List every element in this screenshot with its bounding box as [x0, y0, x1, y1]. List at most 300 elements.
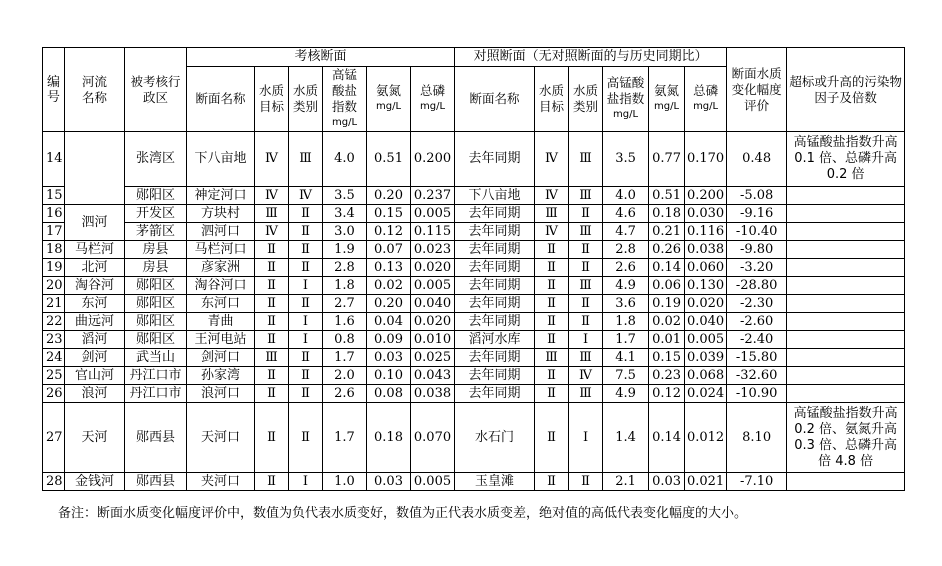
cell-compare-nh: 0.03 [649, 473, 685, 491]
header-permanganate [323, 67, 367, 132]
cell-section: 淘谷河口 [187, 277, 255, 295]
cell-nh: 0.03 [367, 349, 411, 367]
cell-district: 武当山 [125, 349, 187, 367]
cell-category: Ⅱ [289, 403, 323, 473]
cell-pm: 1.9 [323, 241, 367, 259]
cell-category: Ⅰ [289, 331, 323, 349]
table-row [43, 349, 905, 367]
cell-compare-section: 去年同期 [455, 349, 535, 367]
cell-change: -7.10 [727, 473, 787, 491]
cell-category: Ⅱ [289, 259, 323, 277]
cell-compare-nh: 0.19 [649, 295, 685, 313]
cell-note [787, 349, 905, 367]
cell-compare-pm: 3.5 [603, 132, 649, 187]
header-compare-group: 对照断面（无对照断面的与历史同期比） [455, 48, 727, 67]
cell-compare-target: Ⅳ [535, 132, 569, 187]
table-row [43, 295, 905, 313]
cell-note [787, 223, 905, 241]
cell-no: 26 [43, 385, 65, 403]
header-compare-permanganate-unit: mg/L [613, 109, 639, 120]
cell-compare-section: 去年同期 [455, 132, 535, 187]
cell-compare-nh: 0.06 [649, 277, 685, 295]
cell-section: 泗河口 [187, 223, 255, 241]
cell-compare-nh: 0.14 [649, 259, 685, 277]
cell-compare-target: Ⅱ [535, 295, 569, 313]
cell-compare-target: Ⅳ [535, 223, 569, 241]
cell-compare-nh: 0.51 [649, 187, 685, 205]
header-phosphorus-label: 总磷 [420, 83, 446, 98]
header-ammonia-label: 氨氮 [375, 83, 401, 98]
cell-compare-tp: 0.130 [685, 277, 727, 295]
cell-compare-target: Ⅱ [535, 331, 569, 349]
header-assess-group: 考核断面 [187, 48, 455, 67]
cell-pm: 0.8 [323, 331, 367, 349]
cell-nh: 0.10 [367, 367, 411, 385]
cell-compare-target: Ⅲ [535, 349, 569, 367]
table-row [43, 277, 905, 295]
cell-pm: 1.7 [323, 349, 367, 367]
cell-pm: 2.7 [323, 295, 367, 313]
cell-category: Ⅱ [289, 205, 323, 223]
table-remark: 备注：断面水质变化幅度评价中，数值为负代表水质变好，数值为正代表水质变差，绝对值的高低代表变化幅度的大小。 [58, 506, 748, 521]
cell-compare-nh: 0.12 [649, 385, 685, 403]
cell-compare-nh: 0.77 [649, 132, 685, 187]
table-row [43, 259, 905, 277]
cell-note [787, 367, 905, 385]
cell-change: 0.48 [727, 132, 787, 187]
cell-compare-nh: 0.23 [649, 367, 685, 385]
header-compare-phosphorus-unit: mg/L [693, 101, 719, 112]
cell-nh: 0.20 [367, 187, 411, 205]
cell-compare-category: Ⅱ [569, 295, 603, 313]
cell-no: 22 [43, 313, 65, 331]
cell-compare-category: Ⅰ [569, 403, 603, 473]
table-row [43, 385, 905, 403]
cell-note [787, 277, 905, 295]
cell-section: 青曲 [187, 313, 255, 331]
cell-category: Ⅱ [289, 241, 323, 259]
cell-compare-target: Ⅳ [535, 187, 569, 205]
header-phosphorus [411, 67, 455, 132]
cell-tp: 0.025 [411, 349, 455, 367]
header-compare-permanganate [603, 67, 649, 132]
cell-compare-category: Ⅱ [569, 241, 603, 259]
cell-nh: 0.20 [367, 295, 411, 313]
cell-compare-tp: 0.005 [685, 331, 727, 349]
cell-tp: 0.237 [411, 187, 455, 205]
header-compare-ammonia [649, 67, 685, 132]
cell-compare-target: Ⅱ [535, 241, 569, 259]
cell-compare-category: Ⅱ [569, 473, 603, 491]
cell-compare-target: Ⅱ [535, 277, 569, 295]
cell-compare-tp: 0.200 [685, 187, 727, 205]
cell-note [787, 241, 905, 259]
cell-no: 17 [43, 223, 65, 241]
cell-compare-target: Ⅱ [535, 313, 569, 331]
header-seq: 编号 [43, 48, 65, 132]
header-permanganate-label: 高锰酸盐指数 [331, 67, 357, 114]
cell-target: Ⅱ [255, 473, 289, 491]
cell-note [787, 313, 905, 331]
cell-nh: 0.13 [367, 259, 411, 277]
cell-compare-nh: 0.26 [649, 241, 685, 259]
cell-note [787, 295, 905, 313]
cell-note [787, 331, 905, 349]
cell-compare-tp: 0.040 [685, 313, 727, 331]
cell-nh: 0.03 [367, 473, 411, 491]
cell-pm: 2.0 [323, 367, 367, 385]
cell-compare-section: 去年同期 [455, 259, 535, 277]
cell-compare-pm: 4.7 [603, 223, 649, 241]
cell-compare-tp: 0.024 [685, 385, 727, 403]
cell-note [787, 205, 905, 223]
cell-no: 18 [43, 241, 65, 259]
cell-district: 郧阳区 [125, 295, 187, 313]
cell-category: Ⅱ [289, 385, 323, 403]
cell-river: 浪河 [65, 385, 125, 403]
cell-compare-category: Ⅲ [569, 187, 603, 205]
cell-compare-section: 去年同期 [455, 223, 535, 241]
cell-tp: 0.020 [411, 313, 455, 331]
cell-compare-section: 去年同期 [455, 241, 535, 259]
cell-compare-category: Ⅲ [569, 349, 603, 367]
cell-change: -28.80 [727, 277, 787, 295]
cell-tp: 0.115 [411, 223, 455, 241]
cell-compare-pm: 4.9 [603, 277, 649, 295]
cell-change: -9.16 [727, 205, 787, 223]
cell-compare-tp: 0.021 [685, 473, 727, 491]
cell-change: -15.80 [727, 349, 787, 367]
cell-tp: 0.043 [411, 367, 455, 385]
cell-compare-tp: 0.030 [685, 205, 727, 223]
cell-compare-section: 去年同期 [455, 313, 535, 331]
cell-compare-tp: 0.170 [685, 132, 727, 187]
table-row [43, 313, 905, 331]
header-target: 水质目标 [255, 67, 289, 132]
cell-compare-target: Ⅱ [535, 259, 569, 277]
cell-compare-category: Ⅲ [569, 277, 603, 295]
cell-district: 郧阳区 [125, 187, 187, 205]
cell-note [787, 473, 905, 491]
header-compare-section-name: 断面名称 [455, 67, 535, 132]
cell-section: 东河口 [187, 295, 255, 313]
cell-compare-pm: 3.6 [603, 295, 649, 313]
cell-compare-section: 去年同期 [455, 367, 535, 385]
cell-district: 郧西县 [125, 473, 187, 491]
cell-section: 天河口 [187, 403, 255, 473]
cell-compare-category: Ⅲ [569, 385, 603, 403]
cell-district: 郧阳区 [125, 331, 187, 349]
cell-category: Ⅲ [289, 132, 323, 187]
cell-compare-category: Ⅲ [569, 132, 603, 187]
cell-district: 郧阳区 [125, 277, 187, 295]
cell-tp: 0.005 [411, 277, 455, 295]
cell-note: 高锰酸盐指数升高 0.2 倍、氨氮升高 0.3 倍、总磷升高倍 4.8 倍 [787, 403, 905, 473]
cell-target: Ⅲ [255, 349, 289, 367]
header-section-name: 断面名称 [187, 67, 255, 132]
cell-pm: 1.7 [323, 403, 367, 473]
cell-change: 8.10 [727, 403, 787, 473]
cell-pm: 1.6 [323, 313, 367, 331]
cell-district: 丹江口市 [125, 367, 187, 385]
cell-tp: 0.070 [411, 403, 455, 473]
cell-nh: 0.07 [367, 241, 411, 259]
cell-compare-pm: 2.1 [603, 473, 649, 491]
cell-compare-tp: 0.060 [685, 259, 727, 277]
cell-no: 14 [43, 132, 65, 187]
cell-section: 方块村 [187, 205, 255, 223]
cell-note [787, 259, 905, 277]
cell-change: -32.60 [727, 367, 787, 385]
cell-category: Ⅱ [289, 349, 323, 367]
cell-change: -2.60 [727, 313, 787, 331]
cell-river: 淘谷河 [65, 277, 125, 295]
cell-target: Ⅱ [255, 385, 289, 403]
table-row [43, 241, 905, 259]
table-row [43, 403, 905, 473]
cell-compare-nh: 0.01 [649, 331, 685, 349]
header-compare-permanganate-label: 高锰酸盐指数 [606, 75, 645, 106]
cell-no: 20 [43, 277, 65, 295]
cell-compare-section: 下八亩地 [455, 187, 535, 205]
table-row [43, 331, 905, 349]
table-row [43, 205, 905, 223]
cell-section: 彦家洲 [187, 259, 255, 277]
cell-compare-section: 水石门 [455, 403, 535, 473]
cell-river [65, 132, 125, 205]
cell-compare-nh: 0.21 [649, 223, 685, 241]
cell-target: Ⅱ [255, 277, 289, 295]
cell-compare-section: 去年同期 [455, 385, 535, 403]
cell-compare-category: Ⅱ [569, 313, 603, 331]
cell-nh: 0.12 [367, 223, 411, 241]
header-compare-target: 水质目标 [535, 67, 569, 132]
cell-section: 孙家湾 [187, 367, 255, 385]
cell-tp: 0.020 [411, 259, 455, 277]
cell-change: -9.80 [727, 241, 787, 259]
cell-target: Ⅲ [255, 205, 289, 223]
cell-compare-pm: 2.8 [603, 241, 649, 259]
cell-compare-tp: 0.020 [685, 295, 727, 313]
cell-compare-pm: 4.6 [603, 205, 649, 223]
cell-pm: 4.0 [323, 132, 367, 187]
cell-compare-pm: 7.5 [603, 367, 649, 385]
cell-target: Ⅳ [255, 132, 289, 187]
cell-section: 神定河口 [187, 187, 255, 205]
cell-no: 24 [43, 349, 65, 367]
cell-compare-tp: 0.012 [685, 403, 727, 473]
cell-nh: 0.51 [367, 132, 411, 187]
header-compare-phosphorus-label: 总磷 [693, 83, 719, 98]
cell-tp: 0.038 [411, 385, 455, 403]
cell-no: 19 [43, 259, 65, 277]
cell-compare-section: 去年同期 [455, 205, 535, 223]
cell-pm: 2.8 [323, 259, 367, 277]
cell-change: -2.30 [727, 295, 787, 313]
cell-nh: 0.08 [367, 385, 411, 403]
cell-river: 曲远河 [65, 313, 125, 331]
header-change: 断面水质变化幅度评价 [727, 48, 787, 132]
cell-district: 开发区 [125, 205, 187, 223]
cell-pm: 3.4 [323, 205, 367, 223]
header-permanganate-unit: mg/L [331, 117, 358, 128]
header-compare-ammonia-unit: mg/L [654, 101, 680, 112]
cell-compare-target: Ⅲ [535, 205, 569, 223]
cell-district: 茅箭区 [125, 223, 187, 241]
cell-nh: 0.04 [367, 313, 411, 331]
cell-tp: 0.023 [411, 241, 455, 259]
cell-compare-category: Ⅲ [569, 223, 603, 241]
cell-nh: 0.02 [367, 277, 411, 295]
cell-target: Ⅱ [255, 367, 289, 385]
cell-no: 28 [43, 473, 65, 491]
cell-pm: 3.5 [323, 187, 367, 205]
cell-compare-pm: 4.0 [603, 187, 649, 205]
header-exceed: 超标或升高的污染物因子及倍数 [787, 48, 905, 132]
cell-compare-pm: 1.4 [603, 403, 649, 473]
table-row [43, 367, 905, 385]
cell-compare-target: Ⅱ [535, 367, 569, 385]
header-compare-phosphorus [685, 67, 727, 132]
cell-river: 官山河 [65, 367, 125, 385]
cell-pm: 1.0 [323, 473, 367, 491]
cell-tp: 0.005 [411, 473, 455, 491]
cell-compare-section: 去年同期 [455, 277, 535, 295]
cell-section: 马栏河口 [187, 241, 255, 259]
cell-category: Ⅱ [289, 295, 323, 313]
cell-compare-category: Ⅱ [569, 205, 603, 223]
cell-target: Ⅳ [255, 223, 289, 241]
table-row [43, 223, 905, 241]
cell-target: Ⅱ [255, 403, 289, 473]
cell-compare-section: 去年同期 [455, 295, 535, 313]
header-category: 水质类别 [289, 67, 323, 132]
cell-section: 夹河口 [187, 473, 255, 491]
table-row [43, 473, 905, 491]
cell-section: 下八亩地 [187, 132, 255, 187]
table-row [43, 187, 905, 205]
header-compare-category: 水质类别 [569, 67, 603, 132]
header-ammonia [367, 67, 411, 132]
cell-compare-pm: 4.9 [603, 385, 649, 403]
cell-pm: 1.8 [323, 277, 367, 295]
cell-category: Ⅰ [289, 277, 323, 295]
cell-no: 16 [43, 205, 65, 223]
cell-compare-target: Ⅱ [535, 403, 569, 473]
cell-note: 高锰酸盐指数升高 0.1 倍、总磷升高 0.2 倍 [787, 132, 905, 187]
cell-change: -10.40 [727, 223, 787, 241]
cell-no: 15 [43, 187, 65, 205]
header-compare-ammonia-label: 氨氮 [654, 83, 680, 98]
cell-tp: 0.005 [411, 205, 455, 223]
cell-district: 丹江口市 [125, 385, 187, 403]
cell-section: 王河电站 [187, 331, 255, 349]
cell-compare-category: Ⅱ [569, 259, 603, 277]
cell-compare-tp: 0.116 [685, 223, 727, 241]
water-quality-table-container [42, 47, 905, 491]
table-row [43, 132, 905, 187]
cell-district: 郧阳区 [125, 313, 187, 331]
cell-pm: 3.0 [323, 223, 367, 241]
cell-category: Ⅱ [289, 367, 323, 385]
cell-nh: 0.15 [367, 205, 411, 223]
cell-river: 东河 [65, 295, 125, 313]
cell-river: 北河 [65, 259, 125, 277]
cell-target: Ⅱ [255, 331, 289, 349]
cell-river: 泗河 [65, 205, 125, 241]
cell-tp: 0.010 [411, 331, 455, 349]
cell-district: 郧西县 [125, 403, 187, 473]
cell-river: 金钱河 [65, 473, 125, 491]
cell-compare-nh: 0.18 [649, 205, 685, 223]
cell-compare-nh: 0.15 [649, 349, 685, 367]
cell-compare-pm: 4.1 [603, 349, 649, 367]
header-river: 河流名称 [65, 48, 125, 132]
cell-change: -10.90 [727, 385, 787, 403]
cell-change: -3.20 [727, 259, 787, 277]
cell-section: 剑河口 [187, 349, 255, 367]
cell-river: 天河 [65, 403, 125, 473]
cell-pm: 2.6 [323, 385, 367, 403]
cell-river: 马栏河 [65, 241, 125, 259]
cell-district: 房县 [125, 241, 187, 259]
cell-target: Ⅱ [255, 313, 289, 331]
cell-compare-pm: 1.8 [603, 313, 649, 331]
cell-target: Ⅱ [255, 241, 289, 259]
cell-no: 27 [43, 403, 65, 473]
cell-nh: 0.09 [367, 331, 411, 349]
cell-target: Ⅱ [255, 259, 289, 277]
cell-category: Ⅰ [289, 473, 323, 491]
cell-note [787, 385, 905, 403]
cell-river: 剑河 [65, 349, 125, 367]
cell-no: 23 [43, 331, 65, 349]
header-ammonia-unit: mg/L [375, 101, 402, 112]
cell-compare-tp: 0.038 [685, 241, 727, 259]
header-phosphorus-unit: mg/L [420, 101, 446, 112]
cell-tp: 0.200 [411, 132, 455, 187]
cell-compare-target: Ⅱ [535, 473, 569, 491]
cell-compare-tp: 0.068 [685, 367, 727, 385]
cell-note [787, 187, 905, 205]
cell-tp: 0.040 [411, 295, 455, 313]
cell-compare-pm: 2.6 [603, 259, 649, 277]
cell-no: 21 [43, 295, 65, 313]
cell-category: Ⅳ [289, 187, 323, 205]
cell-compare-tp: 0.039 [685, 349, 727, 367]
cell-district: 房县 [125, 259, 187, 277]
cell-category: Ⅰ [289, 313, 323, 331]
cell-compare-category: Ⅰ [569, 331, 603, 349]
cell-section: 浪河口 [187, 385, 255, 403]
cell-no: 25 [43, 367, 65, 385]
header-district: 被考核行政区 [125, 48, 187, 132]
cell-compare-category: Ⅳ [569, 367, 603, 385]
cell-compare-section: 玉皇滩 [455, 473, 535, 491]
cell-change: -5.08 [727, 187, 787, 205]
cell-compare-nh: 0.14 [649, 403, 685, 473]
cell-target: Ⅱ [255, 295, 289, 313]
cell-compare-nh: 0.02 [649, 313, 685, 331]
water-quality-table [42, 47, 905, 491]
cell-change: -2.40 [727, 331, 787, 349]
cell-compare-pm: 1.7 [603, 331, 649, 349]
cell-compare-target: Ⅱ [535, 385, 569, 403]
cell-nh: 0.18 [367, 403, 411, 473]
cell-target: Ⅳ [255, 187, 289, 205]
cell-river: 滔河 [65, 331, 125, 349]
cell-district: 张湾区 [125, 132, 187, 187]
